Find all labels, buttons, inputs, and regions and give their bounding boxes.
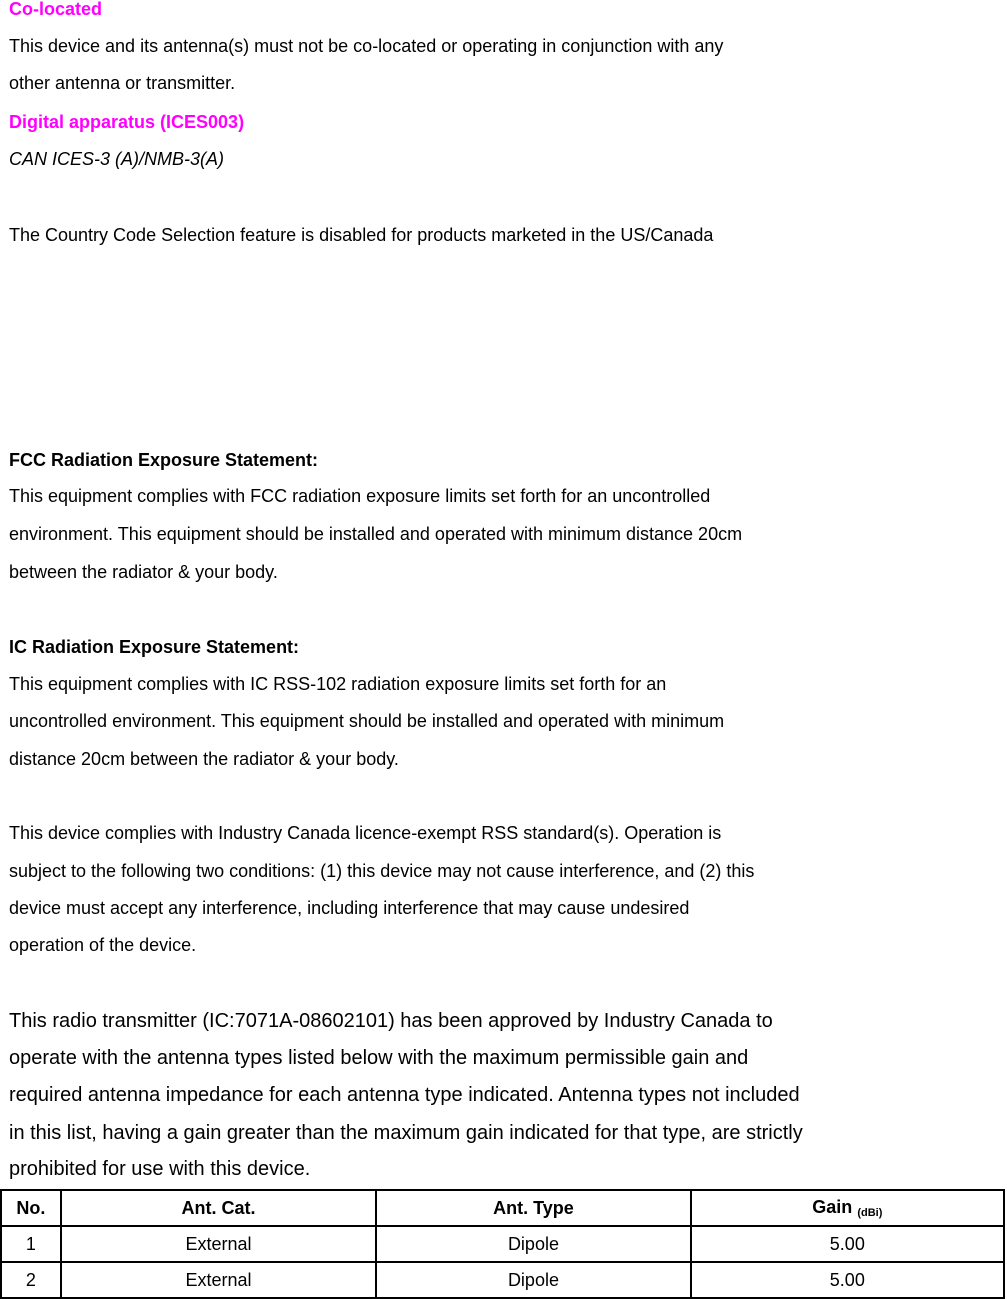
- header-gain: [691, 1190, 1004, 1226]
- header-ant-type: Ant. Type: [376, 1190, 690, 1226]
- table-row: [1, 1262, 1004, 1298]
- radio-transmitter-line-1: This radio transmitter (IC:7071A-08602101) has been approved by Industry Canada to: [9, 1010, 773, 1032]
- radio-transmitter-line-5: prohibited for use with this device.: [9, 1158, 311, 1180]
- cell-gain: 5.00: [691, 1226, 1004, 1262]
- header-no: No.: [1, 1190, 61, 1226]
- radio-transmitter-line-4: in this list, having a gain greater than the maximum gain indicated for that type, are strictly: [9, 1122, 803, 1144]
- ic-statement-line-3: distance 20cm between the radiator & your body.: [9, 749, 399, 769]
- fcc-statement-line-1: This equipment complies with FCC radiation exposure limits set forth for an uncontrolled: [9, 486, 711, 506]
- table-row: [1, 1226, 1004, 1262]
- digital-apparatus-heading: Digital apparatus (ICES003): [9, 112, 245, 132]
- radio-transmitter-line-3: required antenna impedance for each antenna type indicated. Antenna types not included: [9, 1084, 800, 1106]
- radio-transmitter-line-2: operate with the antenna types listed below with the maximum permissible gain and: [9, 1047, 749, 1069]
- colocated-text-line-2: other antenna or transmitter.: [9, 73, 236, 93]
- ic-statement-heading: IC Radiation Exposure Statement:: [9, 637, 300, 657]
- ices-compliance-text: CAN ICES-3 (A)/NMB-3(A): [9, 149, 225, 169]
- header-gain-label: Gain: [812, 1197, 853, 1217]
- country-code-notice: The Country Code Selection feature is disabled for products marketed in the US/Canada: [9, 225, 714, 245]
- cell-no: 2: [1, 1262, 61, 1298]
- ic-statement-line-2: uncontrolled environment. This equipment should be installed and operated with minimum: [9, 711, 725, 731]
- fcc-statement-heading: FCC Radiation Exposure Statement:: [9, 450, 319, 470]
- antenna-table-header-row: [1, 1190, 1004, 1226]
- industry-canada-line-2: subject to the following two conditions: (1) this device may not cause interference, and (2) this: [9, 861, 755, 881]
- colocated-heading: Co-located: [9, 0, 103, 19]
- header-gain-unit: (dBi): [857, 1207, 883, 1219]
- cell-no: 1: [1, 1226, 61, 1262]
- fcc-statement-line-2: environment. This equipment should be installed and operated with minimum distance 20cm: [9, 524, 743, 544]
- cell-ant-cat: External: [61, 1226, 377, 1262]
- colocated-text-line-1: This device and its antenna(s) must not be co-located or operating in conjunction with any: [9, 36, 724, 56]
- header-ant-cat: Ant. Cat.: [61, 1190, 377, 1226]
- cell-ant-type: Dipole: [376, 1262, 690, 1298]
- industry-canada-line-1: This device complies with Industry Canada licence-exempt RSS standard(s). Operation is: [9, 823, 722, 843]
- ic-statement-line-1: This equipment complies with IC RSS-102 radiation exposure limits set forth for an: [9, 674, 667, 694]
- antenna-table: [0, 1189, 1005, 1299]
- cell-ant-cat: External: [61, 1262, 377, 1298]
- cell-ant-type: Dipole: [376, 1226, 690, 1262]
- industry-canada-line-3: device must accept any interference, including interference that may cause undesired: [9, 898, 690, 918]
- industry-canada-line-4: operation of the device.: [9, 935, 197, 955]
- cell-gain: 5.00: [691, 1262, 1004, 1298]
- fcc-statement-line-3: between the radiator & your body.: [9, 562, 278, 582]
